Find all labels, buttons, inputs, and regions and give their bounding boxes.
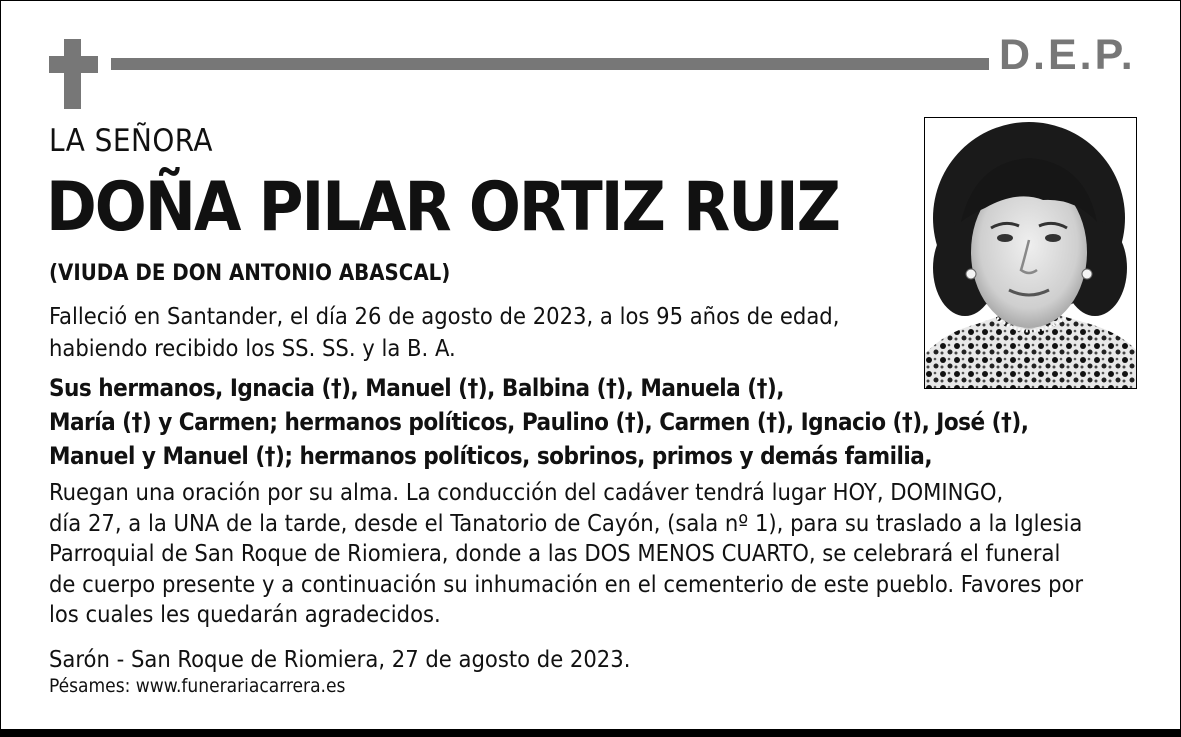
service-line: Ruegan una oración por su alma. La conducción del cadáver tendrá lugar HOY, DOMINGO,: [49, 478, 1004, 506]
honorific: LA SEÑORA: [49, 123, 213, 159]
service-line: día 27, a la UNA de la tarde, desde el Tanatorio de Cayón, (sala nº 1), para su traslado a la Iglesia: [49, 508, 1083, 537]
condolences-link: Pésames: www.funerariacarrera.es: [49, 675, 346, 697]
dep-heading: D.E.P.: [999, 31, 1136, 79]
death-details-line: habiendo recibido los SS. SS. y la B. A.: [49, 334, 456, 362]
family-line: María (†) y Carmen; hermanos políticos, Paulino (†), Carmen (†), Ignacio (†), José (†),: [49, 408, 1029, 436]
service-line: de cuerpo presente y a continuación su inhumación en el cementerio de este pueblo. Favores por: [49, 569, 1084, 598]
death-details: [49, 300, 909, 364]
header-rule: [111, 58, 989, 70]
portrait-photo: [924, 117, 1137, 389]
death-details-line: Falleció en Santander, el día 26 de agosto de 2023, a los 95 años de edad,: [49, 302, 840, 330]
family-line: Manuel y Manuel (†); hermanos políticos, sobrinos, primos y demás familia,: [49, 442, 933, 470]
deceased-name: DOÑA PILAR ORTIZ RUIZ: [46, 168, 839, 247]
service-line: Parroquial de San Roque de Riomiera, donde a las DOS MENOS CUARTO, se celebrará el funeral: [49, 539, 1061, 567]
place-date: Sarón - San Roque de Riomiera, 27 de agosto de 2023.: [49, 645, 631, 673]
service-details: [49, 477, 1159, 630]
cross-icon: [64, 39, 81, 109]
family-line: Sus hermanos, Ignacia (†), Manuel (†), Balbina (†), Manuela (†),: [49, 374, 784, 402]
widow-note: (VIUDA DE DON ANTONIO ABASCAL): [49, 261, 451, 286]
service-line: los cuales les quedarán agradecidos.: [49, 600, 441, 628]
cross-icon-bar: [49, 56, 98, 73]
